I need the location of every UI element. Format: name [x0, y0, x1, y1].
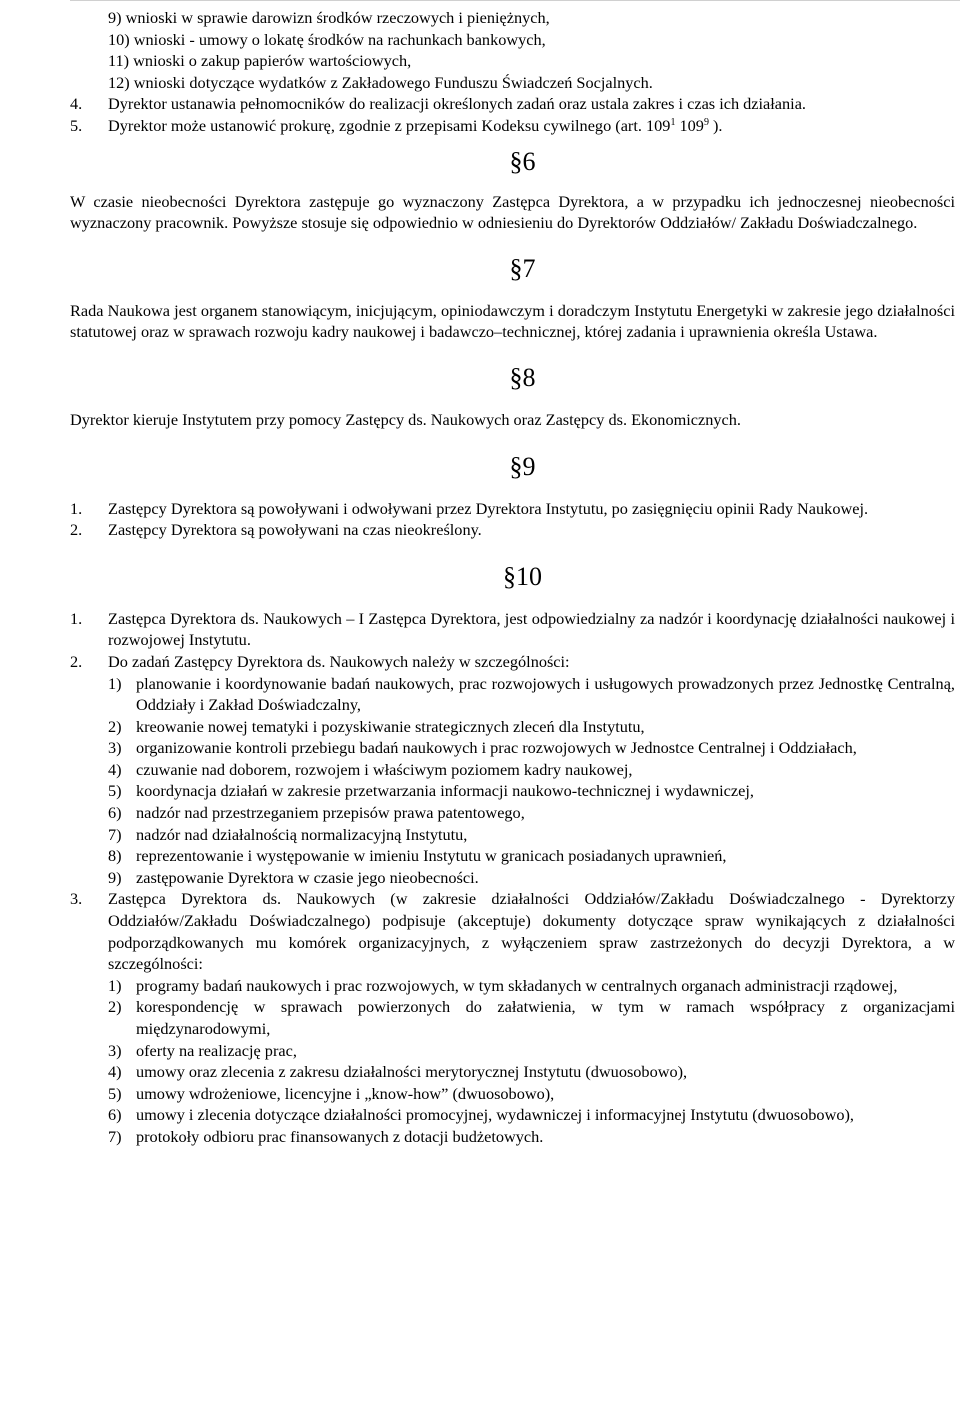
item-text	[108, 115, 955, 137]
sub-list-item	[70, 802, 955, 824]
sub-list-item	[70, 759, 955, 781]
section-body-7: Rada Naukowa jest organem stanowiącym, inicjującym, opiniodawczym i doradczym Instytutu Energetyki w zakresie jego działalności statutowej oraz w sprawach rozwoju kadry naukowej i badawczo–technicznej, której zadania i uprawnienia określa Ustawa.	[70, 300, 955, 342]
sub-item-text: nadzór nad przestrzeganiem przepisów prawa patentowego,	[136, 803, 525, 823]
sub-list-item	[70, 1126, 955, 1148]
numbered-item	[70, 519, 955, 541]
sub-list-item	[70, 1104, 955, 1126]
sub-item-text: umowy oraz zlecenia z zakresu działalności merytorycznej Instytutu (dwuosobowo),	[136, 1062, 688, 1082]
item-number: 3.	[70, 889, 83, 909]
sub-item-number: 7)	[108, 824, 122, 844]
sub-item-number: 5)	[108, 1083, 122, 1103]
sub-item-text: nadzór nad działalnością normalizacyjną Instytutu,	[136, 824, 468, 844]
item-text: Zastępca Dyrektora ds. Naukowych – I Zastępca Dyrektora, jest odpowiedzialny za nadzór i koordynację działalności naukowej i rozwojowej Instytutu.	[108, 608, 955, 650]
sub-list-item	[70, 975, 955, 997]
item-text-part: Dyrektor może ustanowić prokurę, zgodnie z przepisami Kodeksu cywilnego (art. 109	[108, 115, 671, 135]
sub-item-number: 6)	[108, 1105, 122, 1125]
sub-item-number: 9)	[108, 867, 122, 887]
numbered-item	[70, 608, 955, 651]
sub-list-item	[70, 1061, 955, 1083]
item-number: 1.	[70, 608, 83, 628]
sub-item-text: umowy i zlecenia dotyczące działalności promocyjnej, wydawniczej i informacyjnej Instytutu (dwuosobowo),	[136, 1105, 854, 1125]
sub-list	[70, 975, 955, 1148]
section-heading-6: §6	[509, 146, 536, 176]
sub-list-item	[70, 845, 955, 867]
sub-list-item	[70, 737, 955, 759]
sub-item-text: umowy wdrożeniowe, licencyjne i „know-how” (dwuosobowo),	[136, 1083, 555, 1103]
sub-item-number: 2)	[108, 716, 122, 736]
list-item: 12) wnioski dotyczące wydatków z Zakładowego Funduszu Świadczeń Socjalnych.	[108, 72, 653, 92]
section-heading-7: §7	[509, 253, 536, 283]
sub-item-text: czuwanie nad doborem, rozwojem i właściwym poziomem kadry naukowej,	[136, 759, 633, 779]
sub-item-number: 2)	[108, 997, 122, 1017]
item-number: 2.	[70, 520, 83, 540]
sub-item-text: zastępowanie Dyrektora w czasie jego nieobecności.	[136, 867, 479, 887]
sub-list-item	[70, 867, 955, 889]
superscript: 1	[670, 116, 676, 128]
item-number: 5.	[70, 115, 83, 135]
sub-item-text: koordynacja działań w zakresie przetwarzania informacji naukowo-technicznej i wydawniczej,	[136, 781, 754, 801]
item-number: 2.	[70, 651, 83, 671]
item-text: Zastępca Dyrektora ds. Naukowych (w zakresie działalności Oddziałów/Zakładu Doświadczalnego - Dyrektorzy Oddziałów/Zakładu Doświadczalnego) podpisuje (akceptuje) dokumenty dotyczące spraw wynikających z działalności podporządkowanych mu komórek organizacyjnych, z wyłączeniem spraw zastrzeżonych do decyzji Dyrektora, a w szczególności:	[108, 889, 955, 974]
numbered-item	[70, 115, 955, 137]
sub-item-number: 4)	[108, 1062, 122, 1082]
item-text: Zastępcy Dyrektora są powoływani na czas nieokreślony.	[108, 520, 482, 540]
list-item: 11) wnioski o zakup papierów wartościowych,	[108, 51, 412, 71]
sub-item-text: planowanie i koordynowanie badań naukowych, prac rozwojowych i usługowych prowadzonych przez Jednostkę Centralną, Oddziały i Zakład Doświadczalny,	[136, 673, 955, 715]
numbered-item	[70, 888, 955, 974]
superscript: 9	[703, 116, 709, 128]
sub-list-item	[70, 673, 955, 716]
sub-list-item	[70, 1083, 955, 1105]
item-text: Dyrektor ustanawia pełnomocników do realizacji określonych zadań oraz ustala zakres i czas ich działania.	[108, 94, 806, 114]
top-rule	[70, 0, 960, 1]
document-page	[70, 7, 955, 1148]
sub-item-number: 7)	[108, 1126, 122, 1146]
section-body-8: Dyrektor kieruje Instytutem przy pomocy Zastępcy ds. Naukowych oraz Zastępcy ds. Ekonomicznych.	[70, 409, 741, 429]
numbered-item	[70, 651, 955, 673]
sub-list-item	[70, 824, 955, 846]
sub-list-item	[70, 996, 955, 1039]
sub-list-item	[70, 780, 955, 802]
item-text-part: ).	[708, 115, 723, 135]
sub-item-text: korespondencję w sprawach powierzonych do załatwienia, w tym w ramach współpracy z organizacjami międzynarodowymi,	[136, 997, 955, 1038]
section-heading-9: §9	[509, 451, 536, 481]
sub-item-number: 6)	[108, 803, 122, 823]
section-body-6: W czasie nieobecności Dyrektora zastępuje go wyznaczony Zastępca Dyrektora, a w przypadku ich jednoczesnej nieobecności wyznaczony pracownik. Powyższe stosuje się odpowiednio w odniesieniu do Dyrektorów Oddziałów/ Zakładu Doświadczalnego.	[70, 191, 955, 233]
item-text-part: 109	[675, 115, 704, 135]
sub-list-item	[70, 1040, 955, 1062]
sub-item-text: kreowanie nowej tematyki i pozyskiwanie strategicznych zleceń dla Instytutu,	[136, 716, 645, 736]
numbered-item	[70, 498, 955, 520]
sub-item-number: 1)	[108, 975, 122, 995]
section-heading-8: §8	[509, 362, 536, 392]
sub-item-number: 1)	[108, 673, 122, 693]
sub-item-text: reprezentowanie i występowanie w imieniu Instytutu w granicach posiadanych uprawnień,	[136, 846, 727, 866]
sub-item-text: protokoły odbioru prac finansowanych z dotacji budżetowych.	[136, 1126, 544, 1146]
sub-item-number: 4)	[108, 759, 122, 779]
sub-item-text: organizowanie kontroli przebiegu badań naukowych i prac rozwojowych w Jednostce Centralnej i Oddziałach,	[136, 738, 857, 758]
item-number: 1.	[70, 498, 83, 518]
sub-item-text: oferty na realizację prac,	[136, 1040, 297, 1060]
section-heading-10: §10	[503, 561, 542, 591]
sub-item-number: 3)	[108, 1040, 122, 1060]
sub-item-number: 3)	[108, 738, 122, 758]
intro-list	[70, 7, 955, 93]
sub-item-number: 5)	[108, 781, 122, 801]
item-text: Zastępcy Dyrektora są powoływani i odwoływani przez Dyrektora Instytutu, po zasięgnięciu opinii Rady Naukowej.	[108, 498, 869, 518]
item-text: Do zadań Zastępcy Dyrektora ds. Naukowych należy w szczególności:	[108, 651, 570, 671]
item-number: 4.	[70, 94, 83, 114]
numbered-item	[70, 93, 955, 115]
sub-item-number: 8)	[108, 846, 122, 866]
list-item: 9) wnioski w sprawie darowizn środków rzeczowych i pieniężnych,	[108, 8, 550, 27]
list-item: 10) wnioski - umowy o lokatę środków na rachunkach bankowych,	[108, 29, 546, 49]
sub-item-text: programy badań naukowych i prac rozwojowych, w tym składanych w centralnych organach administracji rządowej,	[136, 975, 898, 995]
sub-list-item	[70, 716, 955, 738]
sub-list	[70, 673, 955, 889]
